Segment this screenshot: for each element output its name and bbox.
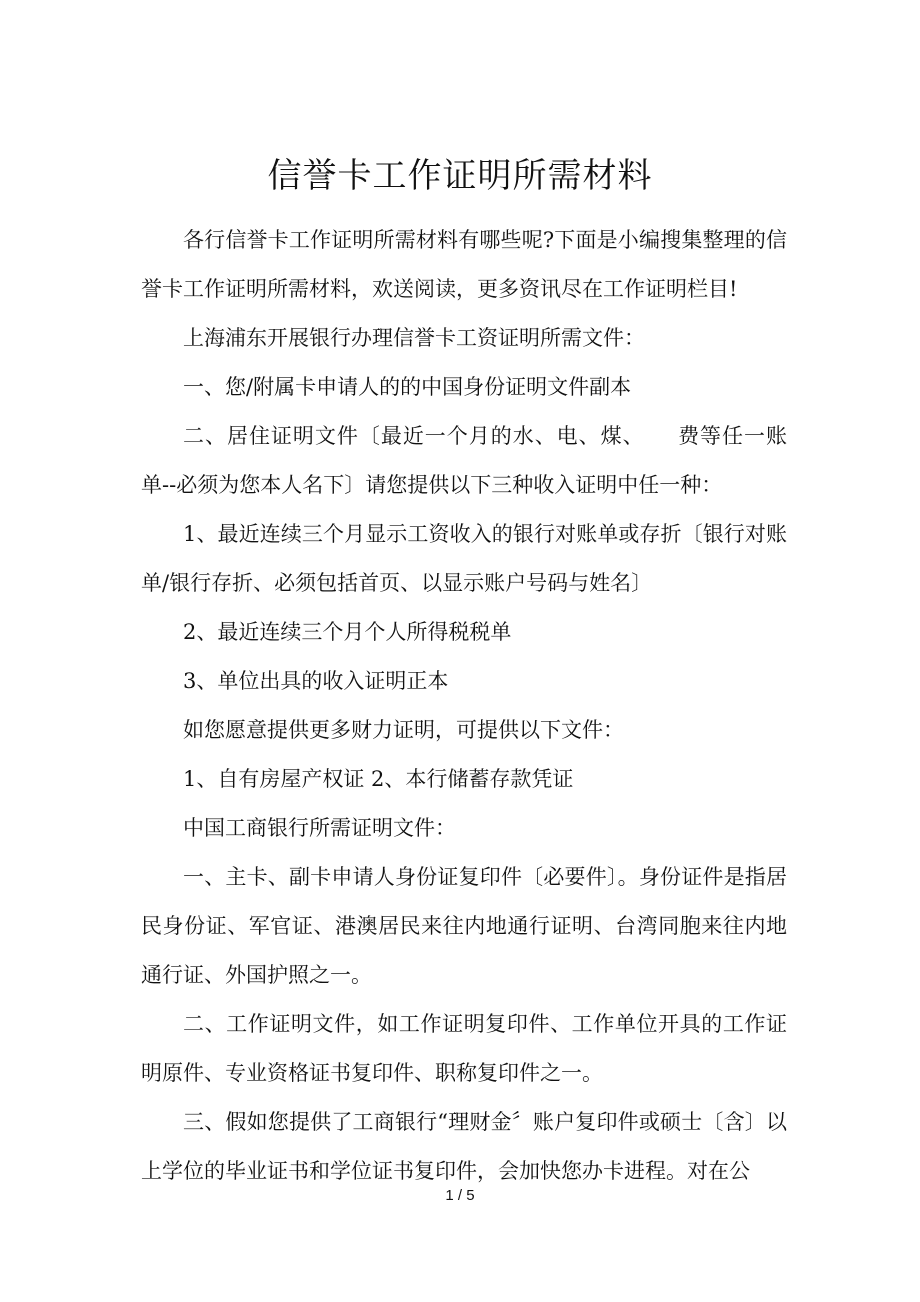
paragraph-spdb-heading: 上海浦东开展银行办理信誉卡工资证明所需文件： <box>183 326 645 350</box>
paragraph-income-3: 3、单位出具的收入证明正本 <box>183 669 449 693</box>
document-body <box>141 216 787 1196</box>
paragraph-spdb-item-1: 一、您/附属卡申请人的的中国身份证明文件副本 <box>183 375 632 399</box>
paragraph-intro: 各行信誉卡工作证明所需材料有哪些呢?下面是小编搜集整理的信誉卡工作证明所需材料，欢送阅读，更多资讯尽在工作证明栏目! <box>141 228 787 301</box>
paragraph-more-proof-items: 1、自有房屋产权证 2、本行储蓄存款凭证 <box>183 767 574 791</box>
paragraph-icbc-heading: 中国工商银行所需证明文件： <box>183 816 456 840</box>
paragraph-icbc-item-3: 三、假如您提供了工商银行“理财金〞账户复印件或硕士〔含〕以上学位的毕业证书和学位证书复印件，会加快您办卡进程。对在公 <box>141 1110 787 1183</box>
paragraph-icbc-item-1: 一、主卡、副卡申请人身份证复印件〔必要件〕。身份证件是指居民身份证、军官证、港澳居民来往内地通行证明、台湾同胞来往内地通行证、外国护照之一。 <box>141 865 787 987</box>
paragraph-income-1: 1、最近连续三个月显示工资收入的银行对账单或存折〔银行对账单/银行存折、必须包括首页、以显示账户号码与姓名〕 <box>141 522 787 595</box>
paragraph-income-2: 2、最近连续三个月个人所得税税单 <box>183 620 512 644</box>
paragraph-spdb-item-2: 二、居住证明文件〔最近一个月的水、电、煤、 费等任一账单--必须为您本人名下〕请您提供以下三种收入证明中任一种： <box>141 424 787 497</box>
page-number: 1 / 5 <box>445 1187 475 1204</box>
paragraph-more-proof: 如您愿意提供更多财力证明，可提供以下文件： <box>183 718 624 742</box>
document-title: 信誉卡工作证明所需材料 <box>267 156 653 196</box>
paragraph-icbc-item-2: 二、工作证明文件，如工作证明复印件、工作单位开具的工作证明原件、专业资格证书复印件、职称复印件之一。 <box>141 1012 787 1085</box>
